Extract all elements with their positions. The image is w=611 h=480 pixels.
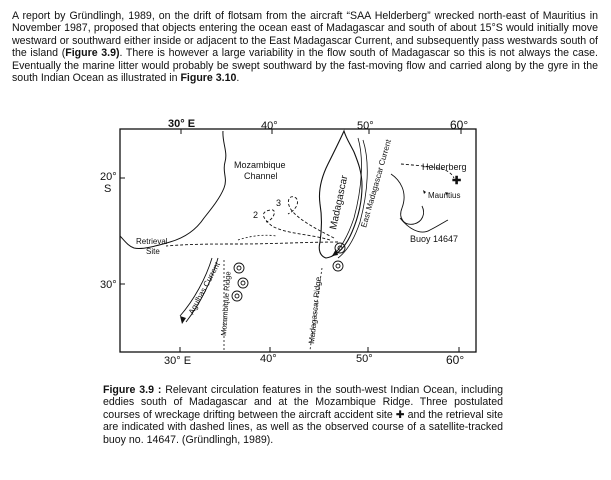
label-madagascar: Madagascar	[328, 174, 351, 231]
label-madagascar-ridge: Madagascar Ridge	[307, 276, 324, 345]
label-site: Site	[146, 247, 160, 256]
label-buoy: Buoy 14647	[410, 234, 459, 244]
label-channel: Channel	[244, 171, 278, 181]
bottom-tick-60: 60°	[446, 353, 465, 367]
figure-3-9-reference: Figure 3.9)	[65, 47, 120, 60]
figure-3-10-reference: Figure 3.10	[180, 72, 237, 85]
label-number-2: 2	[253, 210, 259, 220]
label-helderberg: Helderberg	[422, 162, 467, 172]
caption-label: Figure 3.9 :	[103, 384, 162, 396]
lat-30: 30°	[100, 279, 117, 291]
caption-cross-symbol: ✚	[395, 408, 405, 421]
bottom-tick-30e: 30° E	[164, 355, 192, 367]
body-paragraph: A report by Gründlingh, 1989, on the drift of flotsam from the aircraft “SAA Helderberg” wrecked north-east of Mauritius in November 1987, proposed that objects entering the ocean east of Madagascar and south of about 15°S would initially move westward or southward either inside or adjacent to the East Madagascar Current, and subsequently pass westwards south of the island (Figure 3.9). There is however a large variability in the flow south of Madagascar so this is not always the case. Eventually the marine litter would probably be swept southward by the fast-moving flow and carried along by the gyre in the south Indian Ocean as illustrated in Figure 3.10.	[12, 10, 598, 85]
drift-course-1	[166, 242, 338, 246]
label-mozambique-ridge: Mozambique Ridge	[219, 271, 233, 337]
top-tick-30e: 30° E	[168, 118, 196, 130]
top-tick-60: 60°	[450, 118, 469, 132]
bottom-tick-40: 40°	[260, 353, 277, 365]
label-mozambique: Mozambique	[234, 160, 286, 170]
label-east-madagascar-current: East Madagascar Current	[359, 138, 394, 229]
eddy-mozambique-ridge-1	[234, 263, 244, 273]
figure-caption: Figure 3.9 : Relevant circulation features in the south-west Indian Ocean, including eddies south of Madagascar and at the Mozambique Ridge. Three postulated courses of wreckage drifting between the aircraft accident site ✚ and the retrieval site are indicated with dashed lines, as well as the observed course of a satellite-tracked buoy no. 14647. (Gründlingh, 1989).	[103, 384, 504, 446]
drift-course-3	[288, 197, 334, 238]
label-agulhas-current: Agulhas Current	[186, 260, 222, 316]
accident-site-cross: ✚	[452, 175, 462, 187]
label-mauritius: Mauritius	[428, 191, 461, 200]
top-tick-40: 40°	[261, 120, 278, 132]
buoy-track	[400, 218, 448, 232]
eddy-mozambique-ridge-2	[238, 278, 248, 288]
lat-s: S	[104, 183, 112, 195]
drift-course-2	[263, 210, 330, 240]
top-tick-50: 50°	[357, 120, 374, 132]
circulation-map	[100, 118, 510, 373]
africa-coastline	[120, 131, 226, 249]
mascarene-outline	[391, 174, 424, 224]
bottom-tick-50: 50°	[356, 353, 373, 365]
label-number-3: 3	[276, 198, 282, 208]
label-retrieval: Retrieval	[136, 237, 168, 246]
eddy-mozambique-ridge-3	[232, 291, 242, 301]
eddy-madagascar-south	[333, 261, 343, 271]
lat-20: 20°	[100, 171, 117, 183]
